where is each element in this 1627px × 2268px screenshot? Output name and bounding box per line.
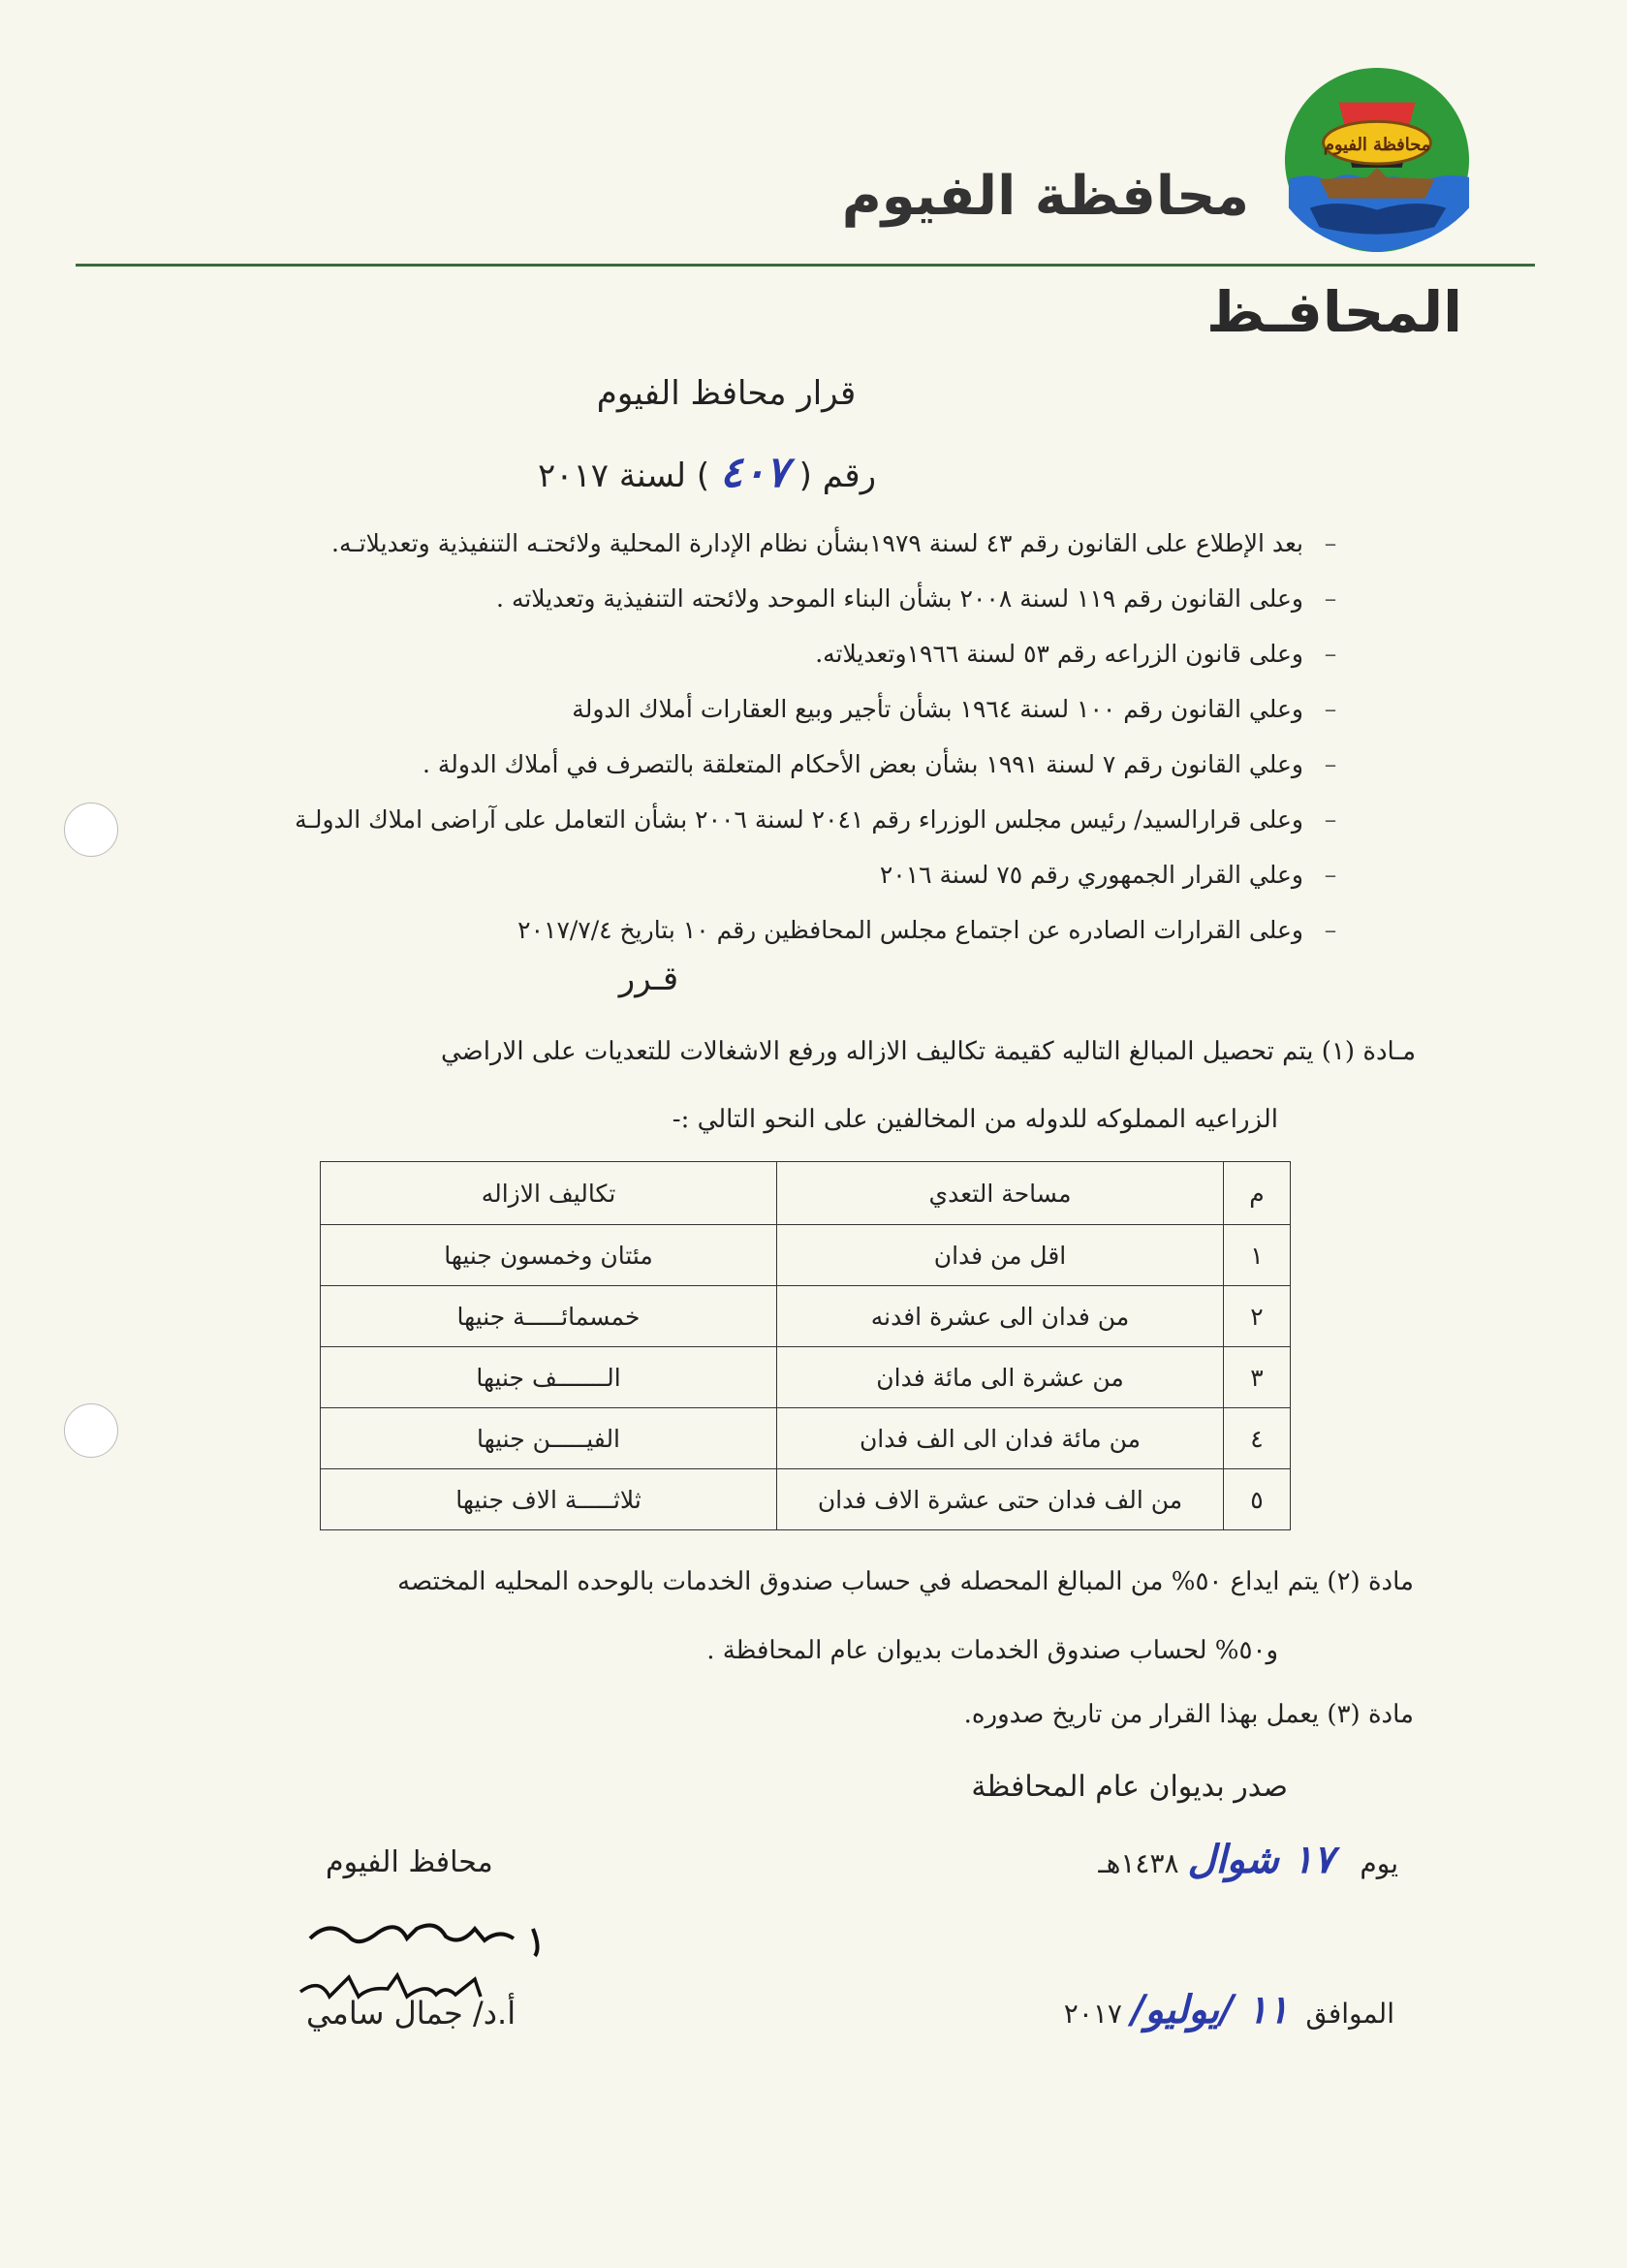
article-1-line-1: مـادة (١) يتم تحصيل المبالغ التاليه كقيمة تكاليف الازاله ورفع الاشغالات للتعديات على الاراضي [441, 1037, 1416, 1066]
preamble-item: –وعلى قانون الزراعه رقم ٥٣ لسنة ١٩٦٦وتعديلاته. [815, 640, 1337, 668]
greg-year: ٢٠١٧ [1063, 1998, 1122, 2030]
article-3: مادة (٣) يعمل بهذا القرار من تاريخ صدوره. [963, 1700, 1414, 1729]
preamble-item: –وعلي القانون رقم ١٠٠ لسنة ١٩٦٤ بشأن تأجير وبيع العقارات أملاك الدولة [572, 695, 1337, 723]
row-area: من عشرة الى مائة فدان [777, 1347, 1224, 1408]
header-cost: تكاليف الازاله [321, 1162, 777, 1225]
decided-heading: قـرر [618, 960, 679, 998]
hijri-year: ١٤٣٨هـ [1098, 1847, 1179, 1879]
hijri-prefix: يوم [1360, 1847, 1398, 1879]
table-header-row [321, 1162, 1291, 1225]
table-row [321, 1225, 1291, 1286]
row-cost: الـــــــف جنيها [321, 1347, 777, 1408]
table-row [321, 1347, 1291, 1408]
preamble-item: –وعلى القانون رقم ١١٩ لسنة ٢٠٠٨ بشأن البناء الموحد ولائحته التنفيذية وتعديلاته . [496, 584, 1337, 613]
row-area: من فدان الى عشرة افدنه [777, 1286, 1224, 1347]
row-num: ١ [1224, 1225, 1291, 1286]
hijri-date [1098, 1837, 1398, 1882]
hijri-handwritten: ١٧ شوال [1187, 1837, 1334, 1882]
decree-number: ٤٠٧ [719, 448, 789, 497]
article-2-line-2: و٥٠% لحساب صندوق الخدمات بديوان عام المحافظة . [706, 1636, 1278, 1665]
governorate-name: محافظة الفيوم [841, 165, 1249, 228]
office-title: المحافـظ [1205, 279, 1462, 345]
row-cost: ثلاثـــــة الاف جنيها [321, 1469, 777, 1530]
punch-hole [64, 1403, 118, 1458]
greg-prefix: الموافق [1305, 1998, 1394, 2030]
signatory-title: محافظ الفيوم [326, 1845, 493, 1879]
logo-text: محافظة الفيوم [1323, 135, 1431, 156]
governorate-logo [1281, 64, 1473, 256]
header-area: مساحة التعدي [777, 1162, 1224, 1225]
preamble-list [263, 516, 1358, 958]
gregorian-date [1064, 1987, 1394, 2032]
decree-number-line [0, 448, 1520, 497]
table-row [321, 1408, 1291, 1469]
punch-hole [64, 803, 118, 857]
row-num: ٥ [1224, 1469, 1291, 1530]
header-divider [76, 264, 1535, 267]
greg-handwritten: ١١ /يوليو/ [1130, 1987, 1289, 2032]
table-row [321, 1286, 1291, 1347]
row-cost: خمسمائـــــة جنيها [321, 1286, 777, 1347]
row-cost: الفيـــــن جنيها [321, 1408, 777, 1469]
preamble-item: –وعلي القانون رقم ٧ لسنة ١٩٩١ بشأن بعض الأحكام المتعلقة بالتصرف في أملاك الدولة . [422, 750, 1337, 778]
row-num: ٤ [1224, 1408, 1291, 1469]
row-area: اقل من فدان [777, 1225, 1224, 1286]
article-2-line-1: مادة (٢) يتم ايداع ٥٠% من المبالغ المحصله في حساب صندوق الخدمات بالوحده المحليه المختصه [397, 1567, 1414, 1596]
row-cost: مئتان وخمسون جنيها [321, 1225, 777, 1286]
header-num: م [1224, 1162, 1291, 1225]
decree-number-prefix: رقم ( [798, 457, 876, 495]
preamble-item: –بعد الإطلاع على القانون رقم ٤٣ لسنة ١٩٧٩بشأن نظام الإدارة المحلية ولائحتـه التنفيذية وتعديلاتـه. [331, 529, 1337, 557]
preamble-item: –وعلى القرارات الصادره عن اجتماع مجلس المحافظين رقم ١٠ بتاريخ ٢٠١٧/٧/٤ [517, 916, 1337, 944]
issued-at: صدر بديوان عام المحافظة [971, 1770, 1288, 1804]
table-row [321, 1469, 1291, 1530]
row-area: من الف فدان حتى عشرة الاف فدان [777, 1469, 1224, 1530]
row-num: ٢ [1224, 1286, 1291, 1347]
article-1-line-2: الزراعيه المملوكه للدوله من المخالفين على النحو التالي :- [672, 1105, 1278, 1134]
row-num: ٣ [1224, 1347, 1291, 1408]
removal-costs-table [320, 1161, 1291, 1530]
preamble-item: –وعلي القرار الجمهوري رقم ٧٥ لسنة ٢٠١٦ [879, 861, 1337, 889]
preamble-item: –وعلى قرارالسيد/ رئيس مجلس الوزراء رقم ٢٠٤١ لسنة ٢٠٠٦ بشأن التعامل على آراضى املاك الدولـة [295, 805, 1337, 834]
signatory-name: أ.د/ جمال سامي [306, 1995, 516, 2032]
decree-title: قرار محافظ الفيوم [596, 374, 857, 413]
decree-number-suffix: ) لسنة ٢٠١٧ [537, 457, 710, 495]
row-area: من مائة فدان الى الف فدان [777, 1408, 1224, 1469]
